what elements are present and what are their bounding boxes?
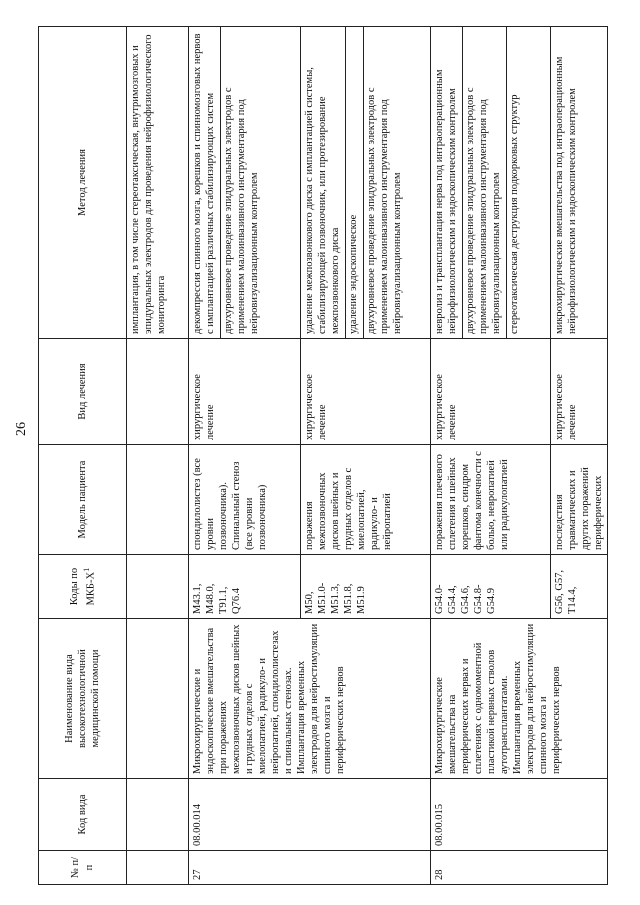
cell-treatment: хирургическое лечение [551,339,608,445]
cell-kind-code: 08.00.014 [189,779,431,851]
table-row [431,27,551,885]
icd-code: M51.8, [343,583,355,614]
cell-num: 28 [431,851,608,885]
icd-code: G54.0- [434,584,445,614]
icd-code: M43.1, [192,583,203,614]
table-row [189,27,301,885]
method-item: двухуровневое проведение эпидуральных электродов с применением малоинвазивного инструментария под нейровизуализационным контролем [220,27,264,338]
cell-empty [127,445,189,555]
cell-empty [127,851,189,885]
cell-num: 27 [189,851,431,885]
header-treatment: Вид лечения [39,339,127,445]
cell-model: поражения плечевого сплетения и шейных корешков, синдром фантома конечности с болью, невропатией или радикулопатией [431,445,551,555]
method-item: двухуровневое проведение эпидуральных электродов с применением малоинвазивного инструментария под нейровизуализационным контролем [363,27,407,338]
icd-code: G54.8- [473,584,485,614]
cell-kind-name: Микрохирургические и эндоскопические вмешательства при поражениях межпозвоночных дисков шейных и грудных отделов с миелопатией, радикуло- и нейропатией, спондилолистезах и спинальных стенозах. Имплантация временных электродов для нейростимуляции спинного мозга и периферических нервов [189,619,431,779]
header-icd [39,555,127,619]
method-item: стереотаксическая деструкция подкорковых структур [506,27,524,338]
cell-icd-codes [551,555,608,619]
method-item: удаление эндоскопическое [345,27,363,338]
cell-empty [127,339,189,445]
icd-code: M48.0, [205,583,217,614]
icd-code: G54.4, [447,585,459,614]
cell-kind-code: 08.00.015 [431,779,608,851]
cell-methods [551,27,608,339]
header-icd-label: Коды по МКБ-Х [68,567,97,606]
treatment-table [38,26,608,885]
icd-code: M51.0- [317,582,329,614]
cell-icd-codes [301,555,431,619]
cell-treatment: хирургическое лечение [189,339,301,445]
cell-icd-codes [189,555,301,619]
icd-code: Q76.4 [231,588,243,614]
header-kind-code: Код вида [39,779,127,851]
header-row [39,27,127,885]
cell-empty [127,779,189,851]
cell-kind-name: Микрохирургические вмешательства на периферических нервах и сплетениях с одномоментной пластикой нервных стволов аутотрансплантатами. Имплантация временных электродов для нейростимуляции спинного мозга и периферических нервов [431,619,608,779]
continuation-row [127,27,189,885]
cell-empty [127,619,189,779]
cell-treatment: хирургическое лечение [431,339,551,445]
icd-code: M51.3, [330,583,342,614]
cell-icd-codes [431,555,551,619]
cell-empty [127,555,189,619]
header-kind-name: Наименование вида высокотехнологичной медицинской помощи [39,619,127,779]
icd-code: M50, [304,591,315,614]
method-item: двухуровневое проведение эпидуральных электродов с применением малоинвазивного инструментария под нейровизуализационным контролем [462,27,506,338]
method-item: удаление межпозвонкового диска с имплантацией системы, стабилизирующей позвоночник, или протезирование межпозвонкового диска [304,67,342,334]
cell-model: поражения межпозвоночных дисков шейных и грудных отделов с миелопатией, радикуло- и нейропатией [301,445,431,555]
cell-methods [431,27,551,339]
header-model: Модель пациента [39,445,127,555]
icd-code: T91.1, [218,586,230,614]
cell-model: спондилолистез (все уровни позвоночника). Спинальный стеноз (все уровни позвоночника) [189,445,301,555]
cell-method: имплантация, в том числе стереотаксическая, внутримозговых и эпидуральных электродов для проведения нейрофизиологического мониторинга [127,27,189,339]
icd-code: G54.6, [460,585,472,614]
header-num: № п/п [39,851,127,885]
rotated-table-frame [38,27,604,885]
icd-code: G54.9 [486,588,498,614]
method-item: невролиз и трансплантация нерва под интраоперационным нейрофизиологическим и эндоскопическим контролем [434,69,459,334]
header-icd-footnote: 1 [80,567,91,572]
icd-code: M51.9 [356,586,368,614]
cell-methods [301,27,431,339]
page-number: 26 [14,422,29,436]
icd-code: G56, G57, [554,569,565,614]
header-method: Метод лечения [39,27,127,339]
method-item: микрохирургические вмешательства под интраоперационным нейрофизиологическим и эндоскопическим контролем [554,56,579,334]
cell-treatment: хирургическое лечение [301,339,431,445]
cell-methods [189,27,301,339]
icd-code: T14.4, [567,586,579,614]
cell-model: последствия травматических и других поражений периферических [551,445,608,555]
method-item: декомпрессия спинного мозга, корешков и спинномозговых нервов с имплантацией различных стабилизирующих систем [192,33,217,334]
